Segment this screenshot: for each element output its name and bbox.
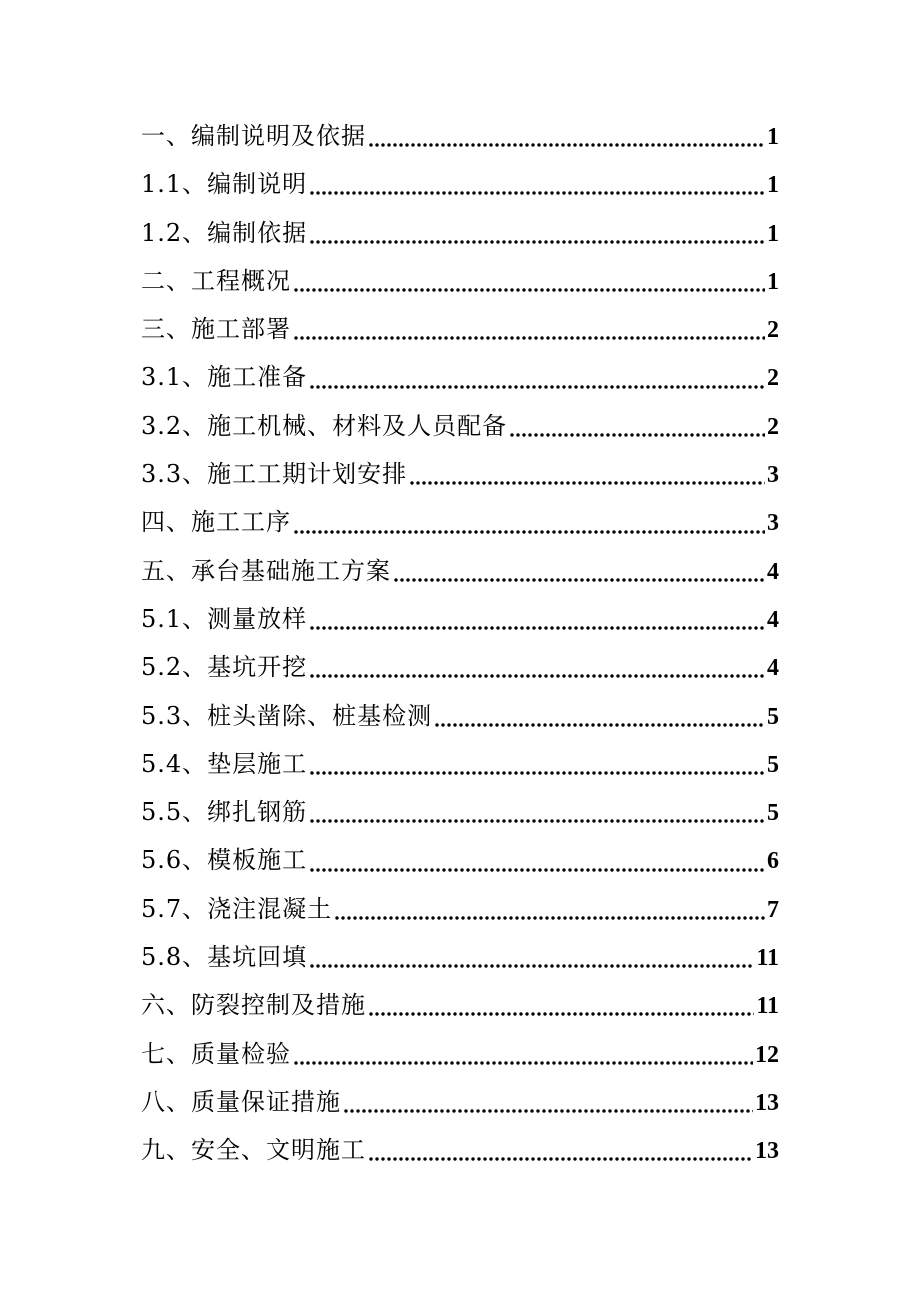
toc-entry-label: 5.5、绑扎钢筋 [141,798,308,827]
toc-entry-label: 五、承台基础施工方案 [141,556,391,585]
toc-entry-label: 四、施工工序 [141,508,291,537]
dot-leader [309,857,765,877]
toc-entry-page-number: 7 [767,896,779,923]
toc-entry[interactable] [141,498,779,546]
toc-entry-page-number: 12 [755,1041,779,1068]
toc-entry-page-number: 13 [755,1089,779,1116]
dot-leader [393,567,765,587]
toc-entry[interactable] [141,740,779,788]
dot-leader [309,615,765,635]
dot-leader [334,905,765,925]
toc-entry[interactable] [141,933,779,981]
toc-entry[interactable] [141,257,779,305]
toc-entry-page-number: 5 [767,800,779,827]
dot-leader [343,1098,753,1118]
toc-entry-page-number: 13 [755,1138,779,1165]
dot-leader [309,760,765,780]
toc-entry-label: 5.8、基坑回填 [141,943,308,972]
toc-entry-page-number: 11 [756,993,779,1020]
toc-entry-label: 5.3、桩头凿除、桩基检测 [141,701,433,730]
toc-entry[interactable] [141,595,779,643]
toc-entry-page-number: 4 [767,606,779,633]
toc-entry-label: 二、工程概况 [141,266,291,295]
dot-leader [309,663,765,683]
toc-entry-label: 5.7、浇注混凝土 [141,894,333,923]
dot-leader [409,470,765,490]
toc-entry[interactable] [141,1126,779,1174]
toc-entry-label: 5.4、垫层施工 [141,749,308,778]
toc-entry[interactable] [141,981,779,1029]
toc-entry-page-number: 5 [767,751,779,778]
dot-leader [309,808,765,828]
toc-entry-page-number: 3 [767,462,779,489]
toc-entry-label: 5.6、模板施工 [141,846,308,875]
dot-leader [368,1001,754,1021]
toc-entry-page-number: 2 [767,317,779,344]
toc-entry[interactable] [141,402,779,450]
dot-leader [368,1146,753,1166]
toc-entry[interactable] [141,885,779,933]
toc-entry[interactable] [141,305,779,353]
toc-entry-page-number: 1 [767,268,779,295]
toc-entry-label: 1.2、编制依据 [141,218,308,247]
toc-entry-page-number: 6 [767,848,779,875]
toc-entry-label: 八、质量保证措施 [141,1087,341,1116]
toc-entry[interactable] [141,450,779,498]
toc-entry-label: 5.2、基坑开挖 [141,653,308,682]
dot-leader [509,422,765,442]
dot-leader [293,519,765,539]
toc-entry[interactable] [141,836,779,884]
toc-entry[interactable] [141,209,779,257]
toc-entry[interactable] [141,160,779,208]
dot-leader [309,374,765,394]
toc-entry-label: 1.1、编制说明 [141,170,308,199]
dot-leader [368,132,765,152]
toc-entry-page-number: 1 [767,172,779,199]
toc-entry-page-number: 4 [767,655,779,682]
toc-entry-label: 七、质量检验 [141,1039,291,1068]
toc-entry[interactable] [141,1030,779,1078]
toc-entry-page-number: 4 [767,558,779,585]
toc-entry-label: 六、防裂控制及措施 [141,991,366,1020]
dot-leader [293,1050,753,1070]
dot-leader [434,712,765,732]
dot-leader [309,229,765,249]
dot-leader [309,953,754,973]
toc-entry[interactable] [141,353,779,401]
toc-entry-page-number: 5 [767,703,779,730]
toc-entry-label: 3.3、施工工期计划安排 [141,460,408,489]
toc-entry-page-number: 2 [767,365,779,392]
dot-leader [293,325,765,345]
toc-entry-label: 一、编制说明及依据 [141,122,366,150]
toc-entry-page-number: 1 [767,220,779,247]
toc-entry-label: 3.1、施工准备 [141,363,308,392]
toc-entry-label: 5.1、测量放样 [141,604,308,633]
toc-entry-label: 三、施工部署 [141,315,291,344]
toc-entry-page-number: 3 [767,510,779,537]
toc-entry[interactable] [141,547,779,595]
dot-leader [309,180,765,200]
toc-entry-page-number: 2 [767,413,779,440]
toc-entry[interactable] [141,643,779,691]
dot-leader [293,277,765,297]
toc-entry-page-number: 1 [767,124,779,150]
toc-entry-label: 九、安全、文明施工 [141,1136,366,1165]
toc-entry-page-number: 11 [756,945,779,972]
toc-entry[interactable] [141,112,779,160]
table-of-contents [141,112,779,1175]
toc-entry[interactable] [141,788,779,836]
toc-entry[interactable] [141,692,779,740]
toc-entry[interactable] [141,1078,779,1126]
toc-entry-label: 3.2、施工机械、材料及人员配备 [141,411,508,440]
